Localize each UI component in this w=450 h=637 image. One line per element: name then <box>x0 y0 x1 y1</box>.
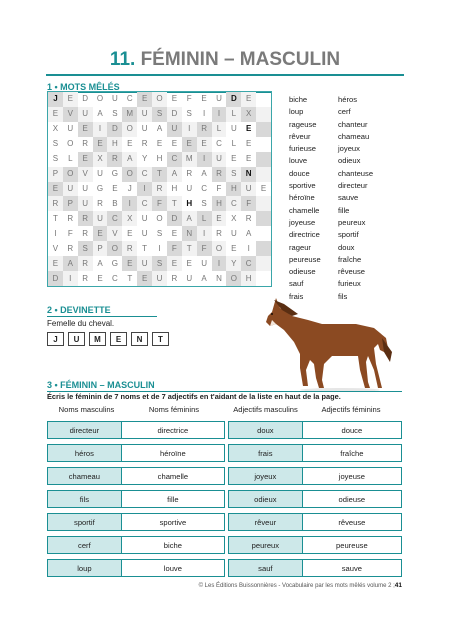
grid-letter: I <box>202 109 206 119</box>
grid-letter: D <box>48 271 63 286</box>
title-text: FÉMININ – MASCULIN <box>140 49 341 70</box>
grid-letter: U <box>201 258 207 268</box>
word-list-item: rageur <box>289 242 311 252</box>
grid-letter: A <box>201 169 207 179</box>
grid-letter: U <box>186 183 193 193</box>
grid-letter <box>256 226 271 241</box>
grid-letter: R <box>48 196 63 211</box>
grid-letter: T <box>142 243 148 253</box>
grid-letter: L <box>197 211 212 226</box>
feminine-cell: héroïne <box>159 448 186 458</box>
answer-letter-box: J <box>47 332 64 346</box>
word-list-item: cerf <box>338 107 351 117</box>
grid-letter: P <box>48 167 63 182</box>
grid-letter: R <box>245 213 252 223</box>
grid-letter: U <box>241 182 256 197</box>
grid-letter: A <box>156 124 163 134</box>
grid-letter: E <box>201 94 207 104</box>
word-list-item: peureuse <box>289 254 321 264</box>
word-list-item: chamelle <box>289 205 320 215</box>
word-list-item: héroïne <box>289 193 315 203</box>
grid-letter: I <box>247 243 250 253</box>
adjective-pair-row <box>228 490 402 508</box>
masculine-cell: directeur <box>48 422 122 438</box>
grid-letter: E <box>171 139 178 149</box>
grid-letter: H <box>171 183 178 193</box>
masculine-cell: peureux <box>229 537 303 553</box>
grid-letter: E <box>156 139 163 149</box>
grid-letter: U <box>82 183 89 193</box>
grid-letter: E <box>127 139 133 149</box>
horse-photo <box>262 290 397 392</box>
grid-letter: X <box>241 107 256 122</box>
section1-heading: 1 • MOTS MÊLÉS <box>47 82 120 92</box>
grid-letter: I <box>122 196 137 211</box>
word-list-item: rageuse <box>289 119 317 129</box>
word-list-item: joyeuse <box>289 217 316 227</box>
feminine-cell: chamelle <box>157 471 189 481</box>
word-search-grid <box>47 91 272 287</box>
grid-letter: R <box>186 169 193 179</box>
feminine-cell: sportive <box>159 517 187 527</box>
adjective-pair-row <box>228 467 402 485</box>
masculine-cell: cerf <box>48 537 122 553</box>
word-list-item: héros <box>338 95 357 104</box>
grid-letter <box>256 241 271 256</box>
feminine-cell: sauve <box>341 563 362 573</box>
word-list-item: joyeux <box>338 144 360 154</box>
noun-pair-row <box>47 421 225 439</box>
grid-letter: S <box>52 139 59 149</box>
header-adjectifs-feminins: Adjectifs féminins <box>321 405 381 414</box>
grid-letter: E <box>246 124 252 134</box>
grid-letter: E <box>246 139 252 149</box>
feminine-cell: directrice <box>157 425 189 435</box>
adjective-pair-row <box>228 559 402 577</box>
grid-letter: L <box>231 139 237 149</box>
masculine-cell: héros <box>48 445 122 461</box>
grid-letter: I <box>158 243 161 253</box>
grid-letter: E <box>48 182 63 197</box>
grid-letter: A <box>167 167 182 182</box>
grid-letter: O <box>96 94 104 104</box>
masculine-cell: joyeux <box>229 468 303 484</box>
grid-letter: E <box>93 226 108 241</box>
grid-letter: J <box>127 183 132 193</box>
grid-letter: L <box>68 154 73 164</box>
grid-letter: V <box>78 167 93 182</box>
grid-letter: U <box>67 124 74 134</box>
grid-letter: A <box>246 228 252 238</box>
grid-letter: H <box>186 198 193 208</box>
grid-letter: A <box>201 273 207 283</box>
grid-letter: T <box>182 241 197 256</box>
word-list-item: odieuse <box>289 267 316 277</box>
word-list-right <box>338 94 373 303</box>
riddle-answer <box>47 332 173 346</box>
grid-letter: F <box>241 196 256 211</box>
word-list-item: fille <box>338 205 350 215</box>
grid-letter: C <box>112 273 118 283</box>
grid-letter: I <box>137 182 152 197</box>
grid-letter: L <box>212 122 227 137</box>
grid-letter: H <box>226 182 241 197</box>
grid-letter: I <box>212 256 227 271</box>
grid-letter <box>256 196 271 211</box>
grid-letter: A <box>122 152 137 167</box>
grid-letter: G <box>111 258 118 268</box>
grid-letter <box>256 211 271 226</box>
noun-pair-row <box>47 513 225 531</box>
grid-letter: A <box>97 258 103 268</box>
title-number: 11. <box>109 49 136 70</box>
word-list-item: furieuse <box>289 144 317 154</box>
grid-letter: A <box>182 211 197 226</box>
grid-letter: Y <box>141 154 148 164</box>
grid-letter: T <box>127 273 133 283</box>
grid-letter: U <box>212 152 227 167</box>
riddle-question: Femelle du cheval. <box>47 319 115 328</box>
grid-letter: S <box>112 109 118 119</box>
grid-letter: I <box>93 122 108 137</box>
grid-letter: P <box>93 241 108 256</box>
footer-text: © Les Éditions Buissonnières - Vocabulaire par les mots mêlés volume 2 ; <box>198 583 395 589</box>
word-list-item: sauve <box>338 193 359 203</box>
grid-letter: U <box>152 271 167 286</box>
section3-heading: 3 • FÉMININ – MASCULIN <box>47 380 155 390</box>
masculine-cell: frais <box>229 445 303 461</box>
feminine-cell: fille <box>167 494 179 504</box>
answer-letter-box: M <box>89 332 106 346</box>
grid-letter: R <box>107 152 122 167</box>
grid-letter: E <box>260 183 267 193</box>
word-list-item: rêveur <box>289 131 311 141</box>
grid-letter: N <box>241 167 256 182</box>
grid-letter: M <box>122 107 137 122</box>
grid-letter: C <box>137 196 152 211</box>
word-list-item: furieux <box>338 279 361 289</box>
grid-letter: B <box>112 198 118 208</box>
grid-letter: T <box>167 196 182 211</box>
grid-letter: E <box>63 92 78 107</box>
answer-letter-box: T <box>152 332 169 346</box>
noun-pair-row <box>47 467 225 485</box>
grid-letter: I <box>212 107 227 122</box>
answer-letter-box: N <box>131 332 148 346</box>
exercise-instruction: Écris le féminin de 7 noms et de 7 adjectifs en t'aidant de la liste en haut de la page. <box>47 392 341 401</box>
grid-letter: U <box>186 273 193 283</box>
grid-letter: S <box>226 167 241 182</box>
word-list-item: sauf <box>289 279 304 289</box>
noun-pair-row <box>47 536 225 554</box>
grid-letter: A <box>97 109 103 119</box>
grid-letter: E <box>246 154 252 164</box>
header-noms-masculins: Noms masculins <box>58 405 115 414</box>
grid-letter: U <box>137 107 152 122</box>
grid-letter: E <box>171 94 178 104</box>
grid-letter: S <box>186 109 192 119</box>
grid-letter: P <box>63 196 78 211</box>
grid-letter: R <box>141 139 148 149</box>
grid-letter: D <box>167 107 182 122</box>
masculine-cell: odieux <box>229 491 303 507</box>
grid-letter: O <box>226 271 241 286</box>
grid-letter: E <box>137 92 152 107</box>
adjective-pair-row <box>228 513 402 531</box>
grid-letter <box>256 256 271 271</box>
grid-letter: J <box>48 92 63 107</box>
word-list-item: douce <box>289 168 310 178</box>
grid-letter: C <box>241 256 256 271</box>
grid-letter: E <box>212 211 227 226</box>
title-rule <box>46 74 404 76</box>
grid-letter: O <box>212 241 227 256</box>
masculine-cell: sportif <box>48 514 122 530</box>
page-title <box>0 48 450 72</box>
grid-letter: U <box>93 211 108 226</box>
word-list-item: biche <box>289 95 308 104</box>
masculine-cell: chameau <box>48 468 122 484</box>
word-list-item: frais <box>289 291 304 301</box>
grid-letter: C <box>126 94 133 104</box>
grid-letter: E <box>112 183 118 193</box>
grid-letter: E <box>93 137 108 152</box>
grid-letter: D <box>167 211 182 226</box>
grid-letter: V <box>52 243 59 253</box>
grid-letter: C <box>216 139 222 149</box>
grid-letter: I <box>182 122 197 137</box>
grid-letter: H <box>156 154 163 164</box>
word-list-left <box>289 94 321 303</box>
grid-letter: X <box>122 211 137 226</box>
word-list-item: doux <box>338 242 355 252</box>
grid-letter: F <box>186 94 192 104</box>
noun-pair-row <box>47 444 225 462</box>
word-list-item: fils <box>338 291 348 301</box>
grid-letter: F <box>167 241 182 256</box>
feminine-cell: louve <box>163 563 182 573</box>
grid-letter: R <box>171 273 178 283</box>
grid-letter: Y <box>226 256 241 271</box>
grid-letter: R <box>82 228 89 238</box>
grid-letter: U <box>230 124 237 134</box>
grid-letter: E <box>137 271 152 286</box>
grid-letter: E <box>231 154 237 164</box>
word-list-item: rêveuse <box>338 267 366 277</box>
answer-letter-box: U <box>68 332 85 346</box>
grid-letter: T <box>152 167 167 182</box>
grid-letter: I <box>197 152 212 167</box>
masculine-cell: loup <box>48 560 122 576</box>
grid-letter: G <box>111 169 118 179</box>
grid-letter: E <box>231 243 237 253</box>
grid-letter: X <box>231 213 237 223</box>
masculine-cell: sauf <box>229 560 303 576</box>
adjective-pair-row <box>228 536 402 554</box>
word-list-item: directrice <box>289 230 320 240</box>
feminine-cell: douce <box>341 425 363 435</box>
grid-letter: D <box>226 92 241 107</box>
grid-letter: E <box>241 92 256 107</box>
grid-letter: E <box>78 152 93 167</box>
grid-letter: R <box>78 211 93 226</box>
grid-letter: E <box>167 256 182 271</box>
grid-letter: R <box>216 228 222 238</box>
word-list-item: peureux <box>338 217 366 227</box>
grid-letter <box>256 107 271 122</box>
word-list-item: chanteur <box>338 119 368 129</box>
grid-letter: R <box>97 198 103 208</box>
feminine-cell: biche <box>163 540 182 550</box>
grid-letter: U <box>137 256 152 271</box>
section2-heading: 2 • DEVINETTE <box>47 305 111 315</box>
grid-letter <box>256 137 271 152</box>
grid-letter: E <box>186 258 192 268</box>
grid-letter: U <box>78 196 93 211</box>
grid-letter: E <box>122 256 137 271</box>
grid-letter: O <box>156 213 163 223</box>
feminine-cell: joyeuse <box>338 471 365 481</box>
page-number: 41 <box>394 582 402 589</box>
grid-letter <box>256 167 271 182</box>
grid-letter: R <box>212 167 227 182</box>
word-list-item: chanteuse <box>338 168 374 178</box>
word-list-item: odieux <box>338 156 361 166</box>
grid-letter: U <box>141 228 148 238</box>
grid-letter: S <box>201 198 207 208</box>
grid-letter: A <box>63 256 78 271</box>
grid-letter: O <box>122 167 137 182</box>
grid-letter: C <box>226 196 241 211</box>
word-list-item: sportive <box>289 181 316 191</box>
feminine-cell: fraîche <box>340 448 364 458</box>
grid-letter: U <box>216 94 222 104</box>
grid-letter: O <box>152 92 167 107</box>
grid-letter: R <box>122 241 137 256</box>
grid-letter: R <box>197 122 212 137</box>
grid-letter: O <box>107 241 122 256</box>
adjective-pair-row <box>228 444 402 462</box>
grid-letter: S <box>152 256 167 271</box>
grid-letter: O <box>67 139 74 149</box>
masculine-cell: fils <box>48 491 122 507</box>
grid-letter: H <box>212 196 227 211</box>
grid-letter: E <box>182 137 197 152</box>
grid-letter: I <box>54 228 57 238</box>
grid-letter: E <box>127 228 133 238</box>
grid-letter: C <box>201 183 207 193</box>
grid-letter: F <box>197 241 212 256</box>
grid-letter: O <box>122 122 137 137</box>
grid-letter: D <box>82 94 89 104</box>
grid-letter: R <box>82 139 89 149</box>
grid-letter: C <box>137 167 152 182</box>
feminine-cell: rêveuse <box>338 517 366 527</box>
grid-letter: R <box>67 243 74 253</box>
word-list-item: loup <box>289 107 304 117</box>
grid-letter: V <box>63 107 78 122</box>
section2-rule <box>47 316 157 317</box>
header-noms-feminins: Noms féminins <box>148 405 200 414</box>
grid-letter: F <box>216 183 222 193</box>
grid-letter: G <box>96 183 104 193</box>
grid-letter: M <box>182 152 197 167</box>
grid-letter: H <box>107 137 122 152</box>
word-list-item: directeur <box>338 181 368 191</box>
grid-letter: S <box>52 154 59 164</box>
grid-letter: E <box>97 273 103 283</box>
header-adjectifs-masculins: Adjectifs masculins <box>233 405 298 414</box>
grid-letter: U <box>112 94 118 104</box>
grid-letter: E <box>48 256 63 271</box>
word-list-item: sportif <box>338 230 359 240</box>
grid-letter: E <box>48 107 63 122</box>
footer <box>170 582 402 589</box>
grid-letter: E <box>171 228 178 238</box>
grid-letter: N <box>182 226 197 241</box>
masculine-cell: doux <box>229 422 303 438</box>
noun-pair-row <box>47 490 225 508</box>
grid-letter: U <box>97 169 103 179</box>
grid-letter: U <box>141 124 148 134</box>
grid-letter <box>256 92 271 107</box>
grid-letter: U <box>63 182 78 197</box>
grid-letter: R <box>82 273 89 283</box>
adjective-pair-row <box>228 421 402 439</box>
grid-letter: R <box>152 182 167 197</box>
grid-letter <box>256 271 271 286</box>
grid-letter: E <box>197 137 212 152</box>
grid-letter: X <box>93 152 108 167</box>
grid-letter: U <box>141 213 148 223</box>
grid-letter: U <box>230 228 237 238</box>
grid-letter: D <box>107 122 122 137</box>
grid-letter: T <box>52 213 58 223</box>
grid-letter: R <box>67 213 74 223</box>
word-list-item: fraîche <box>338 254 362 264</box>
feminine-cell: peureuse <box>336 540 368 550</box>
grid-letter: C <box>167 152 182 167</box>
grid-letter: C <box>107 211 122 226</box>
noun-pair-row <box>47 559 225 577</box>
word-list-item: chameau <box>338 131 370 141</box>
grid-letter: O <box>63 167 78 182</box>
grid-letter <box>256 122 271 137</box>
grid-letter: I <box>197 226 212 241</box>
grid-letter <box>256 152 271 167</box>
grid-letter: V <box>107 226 122 241</box>
grid-letter: U <box>78 107 93 122</box>
masculine-cell: rêveur <box>229 514 303 530</box>
grid-letter: H <box>241 271 256 286</box>
grid-letter: I <box>63 271 78 286</box>
word-list-item: louve <box>289 156 308 166</box>
grid-letter: L <box>226 107 241 122</box>
grid-letter: X <box>52 124 59 134</box>
grid-letter: S <box>78 241 93 256</box>
grid-letter: S <box>152 107 167 122</box>
grid-letter: N <box>216 273 222 283</box>
grid-letter: E <box>78 122 93 137</box>
answer-letter-box: E <box>110 332 127 346</box>
grid-letter: F <box>67 228 73 238</box>
grid-letter: U <box>167 122 182 137</box>
grid-letter: R <box>78 256 93 271</box>
grid-letter: F <box>152 196 167 211</box>
grid-letter: S <box>156 228 163 238</box>
feminine-cell: odieuse <box>338 494 366 504</box>
